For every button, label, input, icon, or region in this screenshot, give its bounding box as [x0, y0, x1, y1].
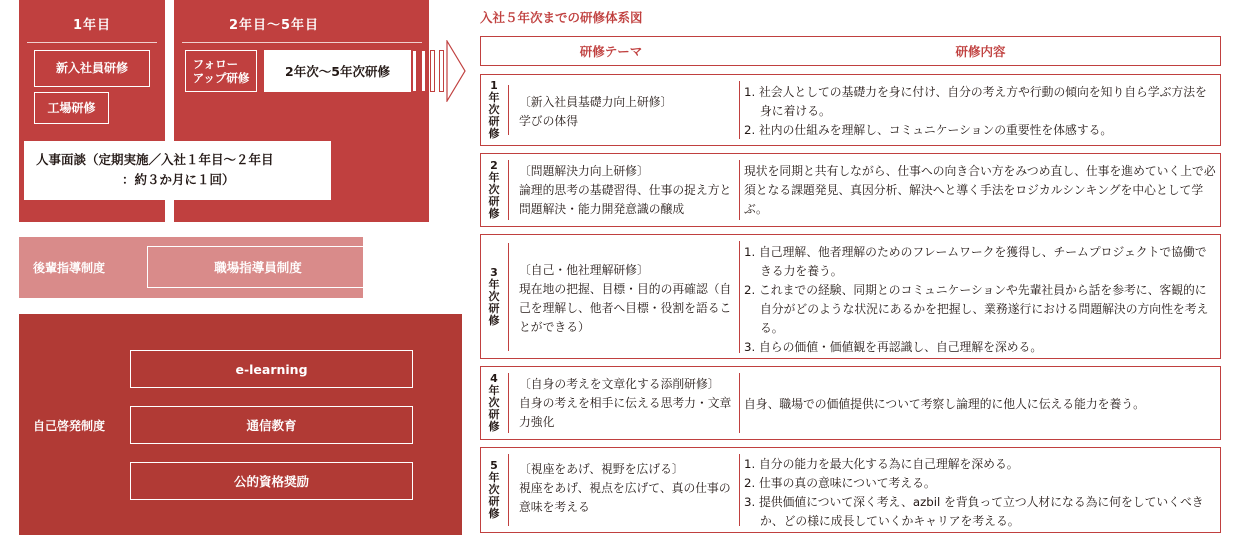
- table-title: 入社５年次までの研修体系図: [480, 10, 643, 25]
- theme-year5-body: 視座をあげ、視点を広げて、真の仕事の意味を考える: [519, 481, 731, 514]
- content-year1-item2: 2. 社内の仕組みを理解し、コミュニケーションの重要性を体感する。: [744, 123, 1113, 137]
- theme-year1-body: 学びの体得: [519, 114, 578, 128]
- arrow-head-icon: [446, 40, 466, 102]
- theme-year4-body: 自身の考えを相手に伝える思考力・文章力強化: [519, 396, 732, 429]
- arrow-stripe-2: [421, 50, 426, 92]
- row-label-year1-text: 1年次研修: [488, 79, 500, 140]
- followup-training: [185, 50, 257, 92]
- col-content-header: 研修内容: [955, 44, 1006, 59]
- theme-year1: [519, 93, 734, 131]
- row-separator: [508, 243, 509, 351]
- row-label-year5: [481, 448, 507, 532]
- content-year3-item2: 2. これまでの経験、同期とのコミュニケーションや先輩社員から話を参考に、客観的に自分がどのような状況にあるかを把握し、業務遂行における問題解決の方向性を考える。: [744, 283, 1209, 335]
- jiko-item-shikaku: 公的資格奨励: [130, 462, 413, 500]
- table-row-year2: [480, 153, 1221, 227]
- arrow-stripe-4: [439, 50, 444, 92]
- content-year3: [744, 243, 1218, 357]
- content-year3-item1: 1. 自己理解、他者理解のためのフレームワークを獲得し、チームプロジェクトで協働できる力を養う。: [744, 245, 1207, 278]
- table-row-year4: [480, 366, 1221, 440]
- col-separator: [739, 373, 740, 433]
- row-label-year3-text: 3年次研修: [488, 265, 500, 327]
- row-separator: [508, 160, 509, 220]
- content-year4: [744, 395, 1218, 414]
- theme-year3-body: 現在地の把握、目標・目的の再確認（自己を理解し、他者へ目標・役割を語ることができる）: [519, 282, 732, 334]
- year1-item-shinnyu: 新入社員研修: [34, 50, 150, 87]
- content-year5-item1: 1. 自分の能力を最大化する為に自己理解を深める。: [744, 457, 1019, 471]
- theme-year2-title: 〔問題解決力向上研修〕: [519, 164, 649, 178]
- theme-year5: [519, 460, 734, 517]
- row-label-year5-text: 5年次研修: [488, 459, 500, 520]
- table-row-year1: [480, 74, 1221, 146]
- jiko-item-elearning: e-learning: [130, 350, 413, 388]
- jiko-item-tsushin: 通信教育: [130, 406, 413, 444]
- table-row-year3: [480, 234, 1221, 359]
- col-theme-header: 研修テーマ: [579, 44, 643, 59]
- year2-5-training-box: 2年次〜5年次研修: [264, 50, 411, 92]
- kouhai-label: 後輩指導制度: [33, 261, 106, 275]
- year1-divider: [27, 42, 157, 43]
- table-header: [480, 36, 1221, 66]
- arrow-stripe-1: [412, 50, 417, 92]
- hr-interview-line2: ：約３か月に１回）: [122, 172, 235, 187]
- content-year5-item2: 2. 仕事の真の意味について考える。: [744, 476, 936, 490]
- theme-year3: [519, 261, 734, 337]
- theme-year4: [519, 375, 734, 432]
- col-separator: [739, 241, 740, 353]
- shokuba-shidoin-box: 職場指導員制度: [147, 246, 369, 288]
- col-separator: [739, 81, 740, 139]
- row-label-year3: [481, 235, 507, 358]
- hr-interview-line1: 人事面談（定期実施／入社１年目〜２年目: [36, 152, 274, 167]
- theme-year5-title: 〔視座をあげ、視野を広げる〕: [519, 462, 684, 476]
- kouhai-panel: [19, 237, 363, 298]
- row-label-year1: [481, 75, 507, 145]
- row-label-year2-text: 2年次研修: [488, 159, 500, 220]
- theme-year3-title: 〔自己・他社理解研修〕: [519, 263, 649, 277]
- content-year5-item3: 3. 提供価値について深く考え、azbil を背負って立つ人材になる為に何をしていくべきか、どの様に成長していくかキャリアを考える。: [744, 495, 1204, 528]
- theme-year4-title: 〔自身の考えを文章化する添削研修〕: [519, 377, 720, 391]
- followup-training-label: フォロー アップ研修: [192, 57, 250, 85]
- content-year5: [744, 455, 1218, 531]
- content-year1: [744, 83, 1218, 140]
- col-separator: [739, 454, 740, 526]
- year1-item-kojo: 工場研修: [34, 92, 109, 124]
- row-separator: [508, 454, 509, 526]
- hr-interview-box: [24, 141, 331, 200]
- content-year2: [744, 162, 1218, 219]
- year1-header: 1年目: [72, 18, 112, 33]
- row-label-year2: [481, 154, 507, 226]
- jiko-label: 自己啓発制度: [33, 418, 106, 433]
- row-separator: [508, 85, 509, 135]
- content-year2-text: 現状を同期と共有しながら、仕事への向き合い方をみつめ直し、仕事を進めていく上で必須となる課題発見、真因分析、解決へと導く手法をロジカルシンキングを中心として学ぶ。: [744, 164, 1216, 216]
- content-year3-item3: 3. 自らの価値・価値観を再認識し、自己理解を深める。: [744, 340, 1043, 354]
- row-separator: [508, 373, 509, 433]
- theme-year2-body: 論理的思考の基礎習得、仕事の捉え方と問題解決・能力開発意識の醸成: [519, 183, 732, 216]
- theme-year1-title: 〔新入社員基礎力向上研修〕: [519, 95, 673, 109]
- arrow-stripe-3: [430, 50, 435, 92]
- row-label-year4-text: 4年次研修: [488, 372, 500, 433]
- table-row-year5: [480, 447, 1221, 533]
- content-year1-item1: 1. 社会人としての基礎力を身に付け、自分の考え方や行動の傾向を知り自ら学ぶ方法を身に着ける。: [744, 85, 1207, 118]
- theme-year2: [519, 162, 734, 219]
- jiko-panel: [19, 314, 462, 535]
- content-year4-text: 自身、職場での価値提供について考察し論理的に他人に伝える能力を養う。: [744, 397, 1145, 411]
- row-label-year4: [481, 367, 507, 439]
- year2-5-divider: [182, 42, 422, 43]
- year2-5-header: 2年目〜5年目: [228, 18, 320, 33]
- col-separator: [739, 160, 740, 220]
